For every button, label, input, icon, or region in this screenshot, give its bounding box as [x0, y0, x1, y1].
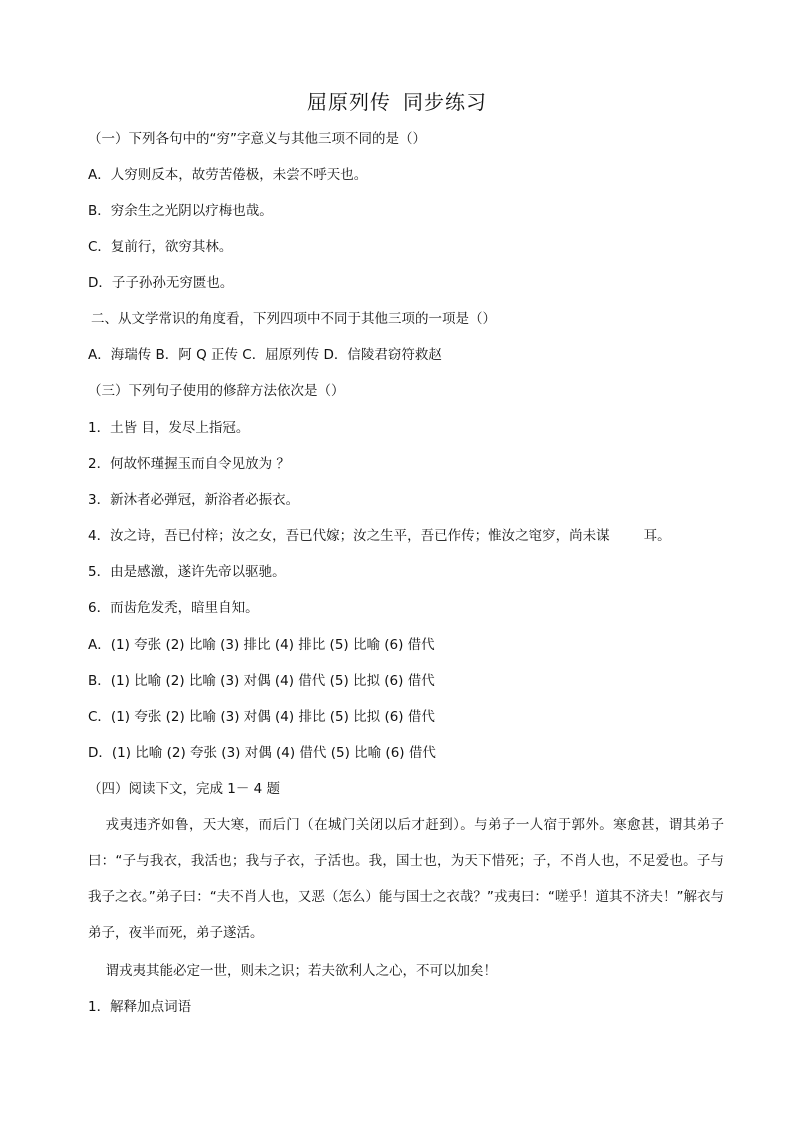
q3-sentence-4: [88, 526, 671, 546]
q3-option-d: D．(1) 比喻 (2) 夸张 (3) 对偶 (4) 借代 (5) 比喻 (6) 借代: [88, 745, 436, 761]
q4-passage: 戎夷违齐如鲁，天大寒，而后门（在城门关闭以后才赶到）。与弟子一人宿于郭外。寒愈甚，谓其弟子曰：“子与我衣，我活也；我与子衣，子活也。我，国士也，为天下惜死；子，不肖人也，不足爱也。子与我子之衣。”弟子曰：“夫不肖人也，又恶（怎么）能与国士之衣哉？”戎夷曰：“嗟乎！道其不济夫！”解衣与弟子，夜半而死，弟子遂活。: [88, 817, 724, 941]
q3-option-b: B．(1) 比喻 (2) 比喻 (3) 对偶 (4) 借代 (5) 比拟 (6) 借代: [88, 673, 435, 689]
q1-option-b: B．穷余生之光阴以疗梅也哉。: [88, 203, 273, 219]
q3-stem: （三）下列句子使用的修辞方法依次是（）: [88, 383, 345, 399]
q1-stem: （一）下列各句中的“穷”字意义与其他三项不同的是（）: [88, 131, 426, 147]
q3-sentence-4-end: 耳。: [643, 528, 671, 544]
q2-stem: 二、从文学常识的角度看，下列四项中不同于其他三项的一项是（）: [91, 311, 496, 327]
q4-comment: 谓戎夷其能必定一世，则未之识；若夫欲利人之心，不可以加矣！: [105, 963, 498, 979]
title-sub: 同步练习: [403, 90, 487, 114]
q1-option-d: D．子子孙孙无穷匮也。: [88, 275, 234, 291]
q3-sentence-4-main: 4．汝之诗，吾已付梓；汝之女，吾已代嫁；汝之生平，吾已作传；惟汝之窀穸，尚未谋: [88, 528, 610, 544]
q4-stem: （四）阅读下文，完成 1－ 4 题: [88, 781, 281, 797]
q2-options: A．海瑞传 B．阿 Q 正传 C．屈原列传 D．信陵君窃符救赵: [88, 347, 442, 363]
page-title: [0, 86, 794, 115]
q3-sentence-5: 5．由是感激，遂许先帝以驱驰。: [88, 564, 286, 580]
q3-sentence-2: 2．何故怀瑾握玉而自令见放为 ？: [88, 456, 290, 472]
title-main: 屈原列传: [307, 90, 391, 114]
q3-option-a: A．(1) 夸张 (2) 比喻 (3) 排比 (4) 排比 (5) 比喻 (6) 借代: [88, 637, 435, 653]
q3-sentence-6: 6．而齿危发秃，暗里自知。: [88, 600, 259, 616]
q3-sentence-1: 1．土皆 目，发尽上指冠。: [88, 420, 250, 436]
q1-option-a: A．人穷则反本，故劳苦倦极，未尝不呼天也。: [88, 167, 368, 183]
q3-sentence-3: 3．新沐者必弹冠，新浴者必振衣。: [88, 492, 300, 508]
q3-option-c: C．(1) 夸张 (2) 比喻 (3) 对偶 (4) 排比 (5) 比拟 (6) 借代: [88, 709, 435, 725]
q4-sub-question-1: 1．解释加点词语: [88, 999, 192, 1015]
q1-option-c: C．复前行，欲穷其林。: [88, 239, 233, 255]
